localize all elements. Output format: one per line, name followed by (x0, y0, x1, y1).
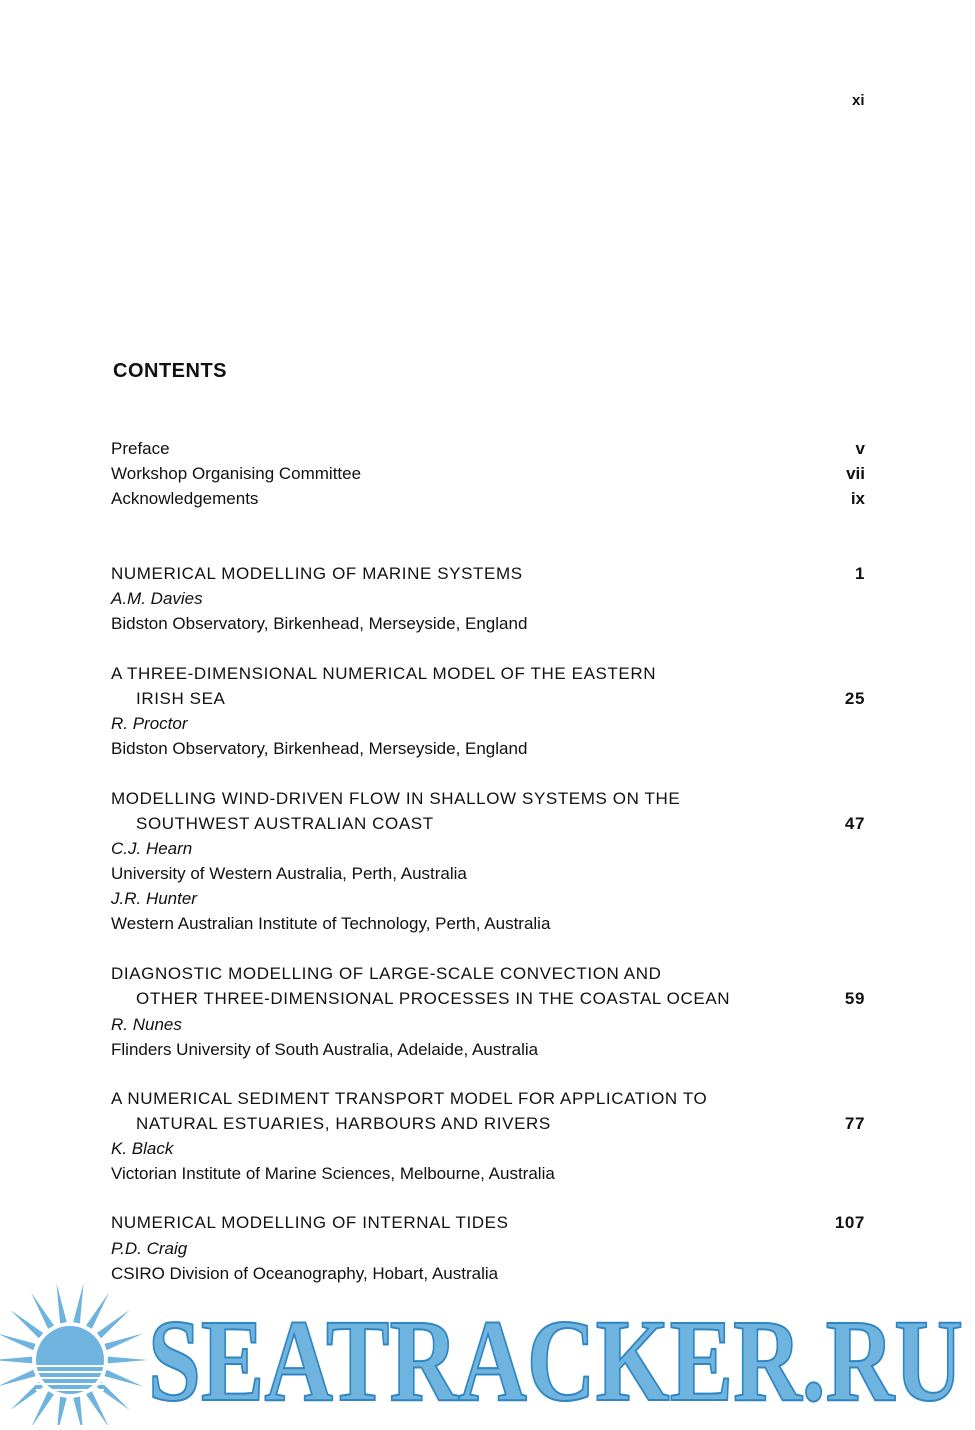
toc-entry-page: 77 (844, 1114, 865, 1133)
toc-author: A.M. Davies (111, 589, 203, 608)
watermark-graphic (0, 1282, 975, 1425)
toc-front-page: vii (846, 464, 865, 483)
toc-front-acknowledgements[interactable] (111, 486, 865, 511)
toc-author: C.J. Hearn (111, 839, 193, 858)
sun-ray-icon (97, 1382, 130, 1410)
toc-affiliation: Flinders University of South Australia, Adelaide, Australia (111, 1040, 539, 1059)
toc-front-committee[interactable] (111, 461, 865, 486)
toc-affiliation: Victorian Institute of Marine Sciences, Melbourne, Australia (111, 1164, 555, 1183)
toc-author: J.R. Hunter (111, 889, 197, 908)
toc-entry-page: 107 (834, 1213, 865, 1232)
page-number: xi (852, 92, 865, 109)
watermark (0, 1282, 975, 1425)
toc-entry-title-cont[interactable] (111, 811, 865, 836)
toc-entry-title[interactable] (111, 1210, 865, 1235)
sun-burst-icon (0, 1283, 148, 1425)
sun-ray-icon (86, 1292, 109, 1328)
sun-ray-icon (10, 1310, 43, 1338)
toc-front-page: ix (850, 489, 865, 508)
toc-entry-page: 59 (844, 989, 865, 1008)
toc-entry-page: 25 (844, 689, 865, 708)
sun-ray-icon (86, 1391, 109, 1425)
sun-ray-icon (56, 1397, 66, 1425)
sun-ray-icon (104, 1333, 143, 1350)
sun-ray-icon (108, 1357, 148, 1364)
toc-entry-title[interactable]: DIAGNOSTIC MODELLING OF LARGE-SCALE CONVECTION AND (111, 964, 662, 983)
toc-entry-page: 1 (854, 564, 865, 583)
toc-entry-title[interactable]: MODELLING WIND-DRIVEN FLOW IN SHALLOW SYSTEMS ON THE (111, 789, 681, 808)
toc-front-label: Acknowledgements (111, 489, 259, 508)
watermark-text: SEATRACKER.RU (148, 1295, 963, 1425)
toc-affiliation: CSIRO Division of Oceanography, Hobart, Australia (111, 1264, 499, 1283)
sun-ray-icon (97, 1310, 130, 1338)
toc-entry-title[interactable]: A THREE-DIMENSIONAL NUMERICAL MODEL OF THE EASTERN (111, 664, 657, 683)
sun-ray-icon (31, 1391, 54, 1425)
toc-front-preface[interactable] (111, 436, 865, 461)
toc-entry-page: 47 (844, 814, 865, 833)
toc-affiliation: Bidston Observatory, Birkenhead, Merseyside, England (111, 739, 528, 758)
sun-ray-icon (10, 1382, 43, 1410)
toc-title-line: IRISH SEA (136, 689, 226, 708)
toc-entry-title[interactable] (111, 561, 865, 586)
sun-ray-icon (104, 1370, 143, 1387)
toc-author: R. Proctor (111, 714, 188, 733)
toc-title-line: NUMERICAL MODELLING OF MARINE SYSTEMS (111, 564, 523, 583)
toc-author: K. Black (111, 1139, 174, 1158)
sun-ray-icon (73, 1397, 83, 1425)
toc-title-line: SOUTHWEST AUSTRALIAN COAST (136, 814, 434, 833)
toc-entry-title-cont[interactable] (111, 686, 865, 711)
toc-front-label: Workshop Organising Committee (111, 464, 362, 483)
toc-affiliation: Western Australian Institute of Technology, Perth, Australia (111, 914, 551, 933)
toc-entry-title-cont[interactable] (111, 1111, 865, 1136)
toc-entry-title[interactable]: A NUMERICAL SEDIMENT TRANSPORT MODEL FOR APPLICATION TO (111, 1089, 708, 1108)
toc-affiliation: University of Western Australia, Perth, Australia (111, 864, 467, 883)
contents-heading: CONTENTS (113, 360, 227, 382)
sun-ray-icon (31, 1292, 54, 1328)
sun-ray-icon (56, 1283, 66, 1323)
sun-ray-icon (73, 1283, 83, 1323)
sun-ray-icon (0, 1333, 36, 1350)
toc-front-label: Preface (111, 439, 170, 458)
toc-affiliation: Bidston Observatory, Birkenhead, Merseyside, England (111, 614, 528, 633)
toc-front-page: v (855, 439, 865, 458)
sun-ray-icon (0, 1357, 32, 1364)
toc-author: P.D. Craig (111, 1239, 188, 1258)
toc-entry-title-cont[interactable] (111, 986, 865, 1011)
sun-ray-icon (0, 1370, 36, 1387)
toc-title-line: OTHER THREE-DIMENSIONAL PROCESSES IN THE COASTAL OCEAN (136, 989, 731, 1008)
toc-title-line: NUMERICAL MODELLING OF INTERNAL TIDES (111, 1213, 509, 1232)
toc-title-line: NATURAL ESTUARIES, HARBOURS AND RIVERS (136, 1114, 551, 1133)
toc-author: R. Nunes (111, 1015, 182, 1034)
